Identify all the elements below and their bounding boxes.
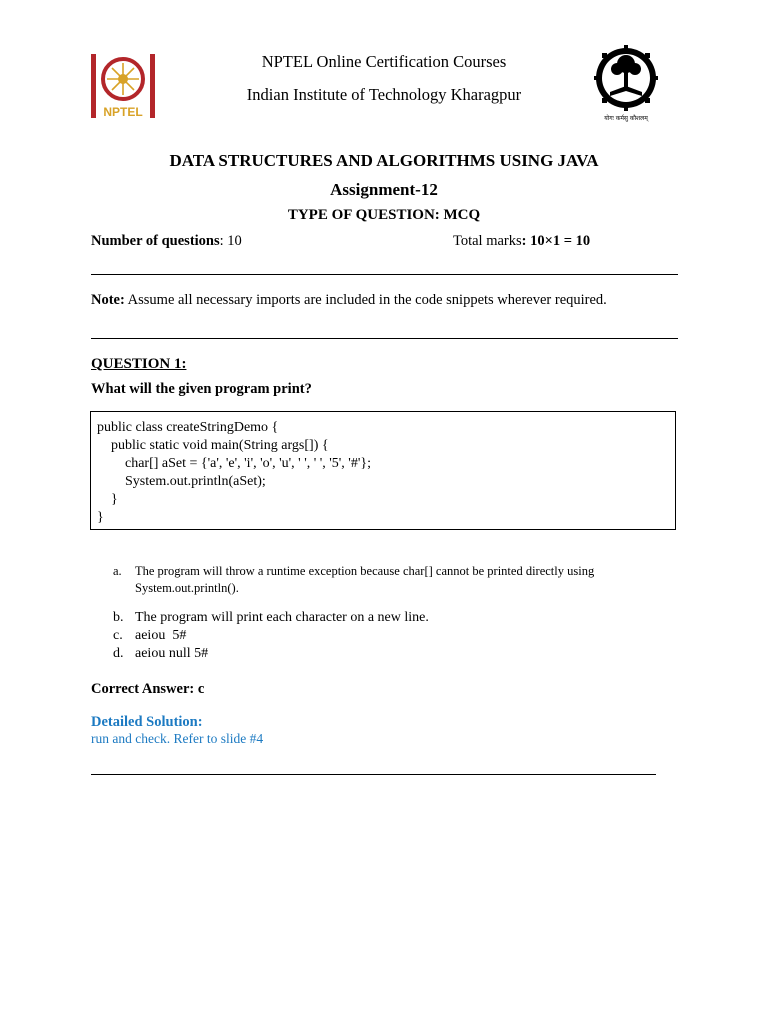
solution-text: run and check. Refer to slide #4 — [91, 731, 264, 746]
code-line: public class createStringDemo { — [97, 420, 279, 435]
option-label: d. — [113, 646, 124, 661]
iit-kharagpur-seal — [593, 44, 659, 122]
option-label: b. — [113, 610, 124, 625]
option-text: aeiou 5# — [135, 628, 187, 643]
header-line-2: Indian Institute of Technology Kharagpur — [246, 85, 522, 104]
question-type: TYPE OF QUESTION: MCQ — [287, 207, 481, 223]
divider — [91, 274, 678, 275]
option-text: The program will print each character on a new line. — [135, 610, 429, 625]
question-text: What will the given program print? — [91, 381, 312, 397]
correct-answer: Correct Answer: c — [91, 681, 205, 697]
code-line: } — [97, 492, 118, 507]
code-line: public static void main(String args[]) { — [97, 438, 329, 453]
option-label: a. — [113, 564, 122, 578]
number-of-questions: Number of questions: 10 — [91, 233, 242, 249]
code-line: } — [97, 510, 104, 525]
divider — [91, 338, 678, 339]
code-line: System.out.println(aSet); — [97, 474, 266, 489]
seal-motto: योगः कर्मसु कौशलम् — [604, 115, 648, 122]
code-line: char[] aSet = {'a', 'e', 'i', 'o', 'u', ' ', ' ', '5', '#'}; — [97, 456, 371, 471]
note: Note: Assume all necessary imports are included in the code snippets wherever required. — [91, 292, 607, 308]
solution-title: Detailed Solution: — [91, 714, 203, 730]
course-title: DATA STRUCTURES AND ALGORITHMS USING JAVA — [169, 151, 599, 170]
total-marks: Total marks: 10×1 = 10 — [453, 233, 591, 249]
divider — [91, 774, 656, 775]
option-label: c. — [113, 628, 123, 643]
assignment-title: Assignment-12 — [330, 180, 438, 199]
option-text: The program will throw a runtime exception because char[] cannot be printed directly using — [135, 564, 595, 578]
nptel-logo-text: NPTEL — [103, 105, 143, 119]
code-snippet — [90, 411, 676, 530]
option-text-cont: System.out.println(). — [135, 581, 239, 595]
option-text: aeiou null 5# — [135, 646, 209, 661]
header-line-1: NPTEL Online Certification Courses — [261, 52, 507, 71]
question-title: QUESTION 1: — [91, 356, 187, 372]
